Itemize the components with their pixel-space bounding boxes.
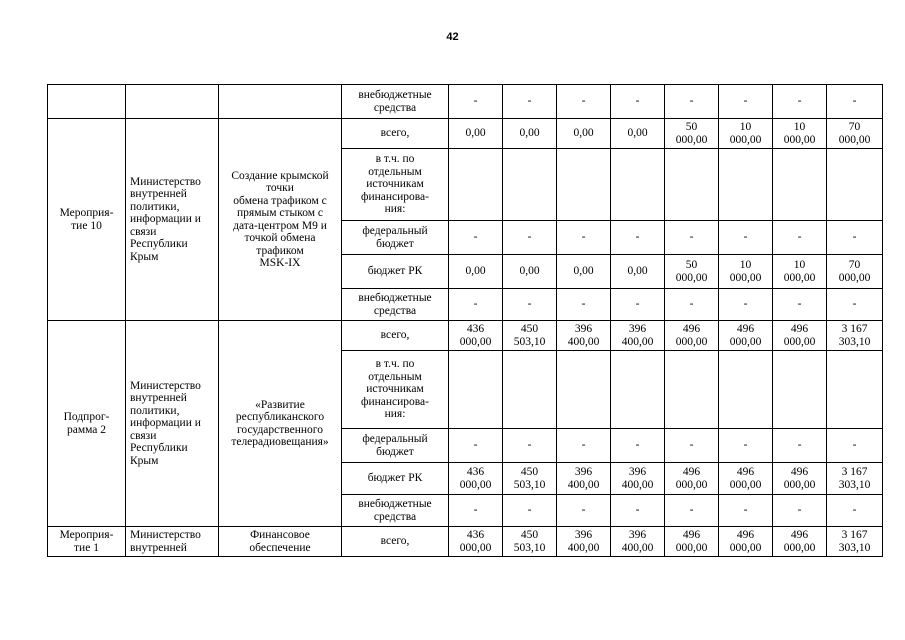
value-cell	[827, 149, 883, 221]
value-cell: 10 000,00	[719, 255, 773, 289]
value-cell: -	[665, 289, 719, 321]
value-cell: 396 400,00	[611, 527, 665, 557]
value-cell	[827, 351, 883, 429]
value-cell: 496 000,00	[665, 463, 719, 495]
value-cell: 0,00	[557, 119, 611, 149]
executor-cell	[126, 85, 219, 119]
value-cell	[719, 351, 773, 429]
value-cell: 450 503,10	[503, 463, 557, 495]
value-cell: -	[611, 85, 665, 119]
budget-table	[47, 84, 883, 557]
value-cell: 396 400,00	[611, 321, 665, 351]
value-cell: 70 000,00	[827, 119, 883, 149]
table-row	[48, 321, 883, 351]
value-cell	[449, 351, 503, 429]
value-cell: -	[503, 495, 557, 527]
value-cell: 396 400,00	[557, 463, 611, 495]
value-cell: -	[773, 221, 827, 255]
value-cell	[773, 149, 827, 221]
source-cell: федеральный бюджет	[342, 221, 449, 255]
page-number: 42	[446, 31, 459, 43]
value-cell: -	[449, 289, 503, 321]
value-cell: -	[611, 495, 665, 527]
value-cell: 0,00	[449, 119, 503, 149]
value-cell: 496 000,00	[773, 527, 827, 557]
event-title-cell: Создание крымской точки обмена трафиком с прямым стыком с дата-центром М9 и точкой обмена трафиком MSK-IX	[219, 119, 342, 321]
value-cell	[503, 351, 557, 429]
value-cell: -	[827, 85, 883, 119]
value-cell: 0,00	[503, 255, 557, 289]
value-cell	[449, 149, 503, 221]
value-cell: 10 000,00	[719, 119, 773, 149]
event-title-cell: Финансовое обеспечение	[219, 527, 342, 557]
value-cell: -	[827, 495, 883, 527]
value-cell: -	[773, 85, 827, 119]
value-cell: -	[503, 289, 557, 321]
source-cell: всего,	[342, 527, 449, 557]
source-cell: в т.ч. по отдельным источникам финансирова- ния:	[342, 351, 449, 429]
value-cell: -	[611, 289, 665, 321]
value-cell: 396 400,00	[611, 463, 665, 495]
value-cell: 3 167 303,10	[827, 527, 883, 557]
source-cell: в т.ч. по отдельным источникам финансирова- ния:	[342, 149, 449, 221]
source-cell: внебюджетные средства	[342, 85, 449, 119]
value-cell: -	[665, 85, 719, 119]
source-cell: бюджет РК	[342, 463, 449, 495]
value-cell: -	[557, 289, 611, 321]
value-cell: 450 503,10	[503, 527, 557, 557]
value-cell: 0,00	[503, 119, 557, 149]
value-cell: 496 000,00	[773, 321, 827, 351]
table-row	[48, 527, 883, 557]
value-cell: 10 000,00	[773, 119, 827, 149]
value-cell: 496 000,00	[719, 321, 773, 351]
value-cell: 0,00	[611, 255, 665, 289]
value-cell: 450 503,10	[503, 321, 557, 351]
value-cell: -	[557, 495, 611, 527]
value-cell	[611, 351, 665, 429]
event-name-cell: Подпрог- рамма 2	[48, 321, 126, 527]
source-cell: федеральный бюджет	[342, 429, 449, 463]
value-cell: 496 000,00	[719, 527, 773, 557]
value-cell: 496 000,00	[665, 527, 719, 557]
value-cell: -	[449, 495, 503, 527]
value-cell: -	[719, 429, 773, 463]
value-cell: -	[719, 289, 773, 321]
value-cell: -	[557, 85, 611, 119]
event-name-cell: Мероприя- тие 10	[48, 119, 126, 321]
table-row	[48, 119, 883, 149]
value-cell: -	[827, 221, 883, 255]
value-cell	[557, 351, 611, 429]
value-cell: -	[503, 85, 557, 119]
value-cell: 496 000,00	[719, 463, 773, 495]
value-cell: 70 000,00	[827, 255, 883, 289]
source-cell: внебюджетные средства	[342, 289, 449, 321]
value-cell: 0,00	[449, 255, 503, 289]
value-cell	[665, 351, 719, 429]
value-cell	[503, 149, 557, 221]
value-cell: 436 000,00	[449, 463, 503, 495]
executor-cell: Министерство внутренней политики, информации и связи Республики Крым	[126, 119, 219, 321]
value-cell: -	[503, 429, 557, 463]
value-cell: 396 400,00	[557, 527, 611, 557]
value-cell: 0,00	[611, 119, 665, 149]
value-cell: 436 000,00	[449, 527, 503, 557]
value-cell	[557, 149, 611, 221]
source-cell: внебюджетные средства	[342, 495, 449, 527]
event-title-cell: «Развитие республиканского государственного телерадиовещания»	[219, 321, 342, 527]
value-cell: -	[665, 221, 719, 255]
value-cell: -	[449, 429, 503, 463]
executor-cell: Министерство внутренней политики, информации и связи Республики Крым	[126, 321, 219, 527]
value-cell: -	[611, 429, 665, 463]
value-cell: -	[773, 495, 827, 527]
event-name-cell: Мероприя- тие 1	[48, 527, 126, 557]
value-cell: 0,00	[557, 255, 611, 289]
value-cell: -	[449, 85, 503, 119]
value-cell: -	[665, 495, 719, 527]
value-cell: -	[449, 221, 503, 255]
value-cell: -	[611, 221, 665, 255]
value-cell: -	[827, 429, 883, 463]
value-cell: -	[503, 221, 557, 255]
source-cell: всего,	[342, 119, 449, 149]
value-cell: -	[557, 429, 611, 463]
name-cell	[48, 85, 126, 119]
value-cell: -	[719, 495, 773, 527]
value-cell: -	[719, 85, 773, 119]
executor-cell: Министерство внутренней	[126, 527, 219, 557]
value-cell: 50 000,00	[665, 119, 719, 149]
value-cell: -	[719, 221, 773, 255]
value-cell: 496 000,00	[773, 463, 827, 495]
value-cell: -	[557, 221, 611, 255]
table-row	[48, 85, 883, 119]
source-cell: всего,	[342, 321, 449, 351]
value-cell: 3 167 303,10	[827, 463, 883, 495]
title-cell	[219, 85, 342, 119]
value-cell: -	[773, 429, 827, 463]
value-cell: -	[665, 429, 719, 463]
value-cell: 10 000,00	[773, 255, 827, 289]
source-cell: бюджет РК	[342, 255, 449, 289]
value-cell	[665, 149, 719, 221]
value-cell: -	[827, 289, 883, 321]
value-cell: 436 000,00	[449, 321, 503, 351]
value-cell	[611, 149, 665, 221]
value-cell: 50 000,00	[665, 255, 719, 289]
value-cell	[719, 149, 773, 221]
value-cell: -	[773, 289, 827, 321]
value-cell: 396 400,00	[557, 321, 611, 351]
value-cell: 3 167 303,10	[827, 321, 883, 351]
value-cell	[773, 351, 827, 429]
value-cell: 496 000,00	[665, 321, 719, 351]
